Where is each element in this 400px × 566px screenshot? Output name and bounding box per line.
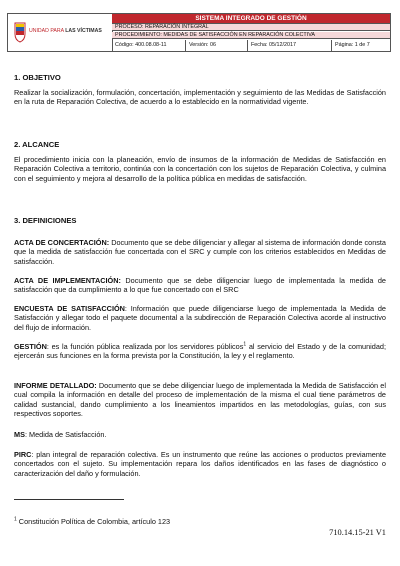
definition-gestion: [14, 342, 386, 361]
footnote-text: Constitución Política de Colombia, artículo 123: [16, 517, 171, 526]
definition-term: ACTA DE IMPLEMENTACIÓN:: [14, 276, 121, 285]
objetivo-text: Realizar la socialización, formulación, concertación, implementación y seguimiento de las Medidas de Satisfacción en la ruta de Reparación Colectiva, de acuerdo a lo establecido en la normatividad vigente.: [14, 88, 386, 107]
definition-acta-concertacion: [14, 238, 386, 266]
definition-text: : Medida de Satisfacción.: [24, 430, 107, 439]
date-cell: Fecha: 05/12/2017: [248, 40, 332, 51]
definition-encuesta: [14, 304, 386, 332]
definition-text: Documento que se debe diligenciar y allegar al sistema de información donde consta que la medida de satisfacción fue concertada con el SRC y cumple con los criterios establecidos en Medidas de satisfacción.: [14, 238, 386, 266]
doc-code-cell: Código: 400.08.08-11: [112, 40, 186, 51]
document-meta: [112, 40, 390, 51]
document-header: [7, 13, 391, 52]
process-label: PROCESO: REPARACIÓN INTEGRAL: [112, 24, 390, 31]
definition-term: ENCUESTA DE SATISFACCIÓN: [14, 304, 125, 313]
definition-term: MS: [14, 430, 25, 439]
definition-text: : plan integral de reparación colectiva. Es un instrumento que reúne las acciones o productos previamente concertados con el sujeto. Su implementación repara los daños identificados en las fases de diagnóstico o caracterización del daño y formulación.: [14, 450, 386, 478]
definition-term: INFORME DETALLADO:: [14, 381, 97, 390]
definition-acta-implementacion: [14, 276, 386, 295]
footnote-separator: [14, 499, 124, 500]
definition-text-cont: al servicio del Estado y de la comunidad; ejercerán sus funciones en la forma prevista por la Constitución, la ley y el reglamento.: [14, 342, 386, 361]
section-title-alcance: 2. ALCANCE: [14, 140, 60, 149]
definition-informe: [14, 381, 386, 418]
logo-cell: [8, 14, 113, 51]
system-title: SISTEMA INTEGRADO DE GESTIÓN: [112, 14, 390, 24]
definition-text: Documento que se debe diligenciar luego de implementada la medida de satisfacción que da cumplimiento a lo que fue concertado con el SRC: [14, 276, 386, 295]
footnote-mark: 1: [14, 516, 17, 523]
section-title-definiciones: 3. DEFINICIONES: [14, 216, 77, 225]
definition-ms: [14, 430, 386, 439]
procedure-label: PROCEDIMIENTO: MEDIDAS DE SATISFACCIÓN EN REPARACIÓN COLECTIVA: [112, 32, 390, 39]
definition-term: GESTIÓN: [14, 342, 47, 351]
section-title-objetivo: 1. OBJETIVO: [14, 73, 61, 82]
page-cell: Página: 1 de 7: [335, 42, 370, 48]
coat-of-arms-icon: [14, 21, 26, 43]
definition-text: : Información que puede diligenciarse luego de implementada la Medida de Satisfacción y allegar todo el paquete documental a la subdirección de Reparación Colectiva acorde al instructivo del flujo de información.: [14, 304, 386, 332]
definition-term: ACTA DE CONCERTACIÓN:: [14, 238, 110, 247]
definition-text: Documento que se debe diligenciar luego de implementada la Medida de Satisfacción el cual compila la información en detalle del proceso de implementación de la misma el cual tiene parámetros de calidad sustancial, dando cumplimiento a los lineamientos impartidos en las metodologías, guías, con sus respectivos soportes.: [14, 381, 386, 418]
document-code: 710.14.15-21 V1: [329, 528, 386, 537]
logo-text: UNIDAD PARA LAS VÍCTIMAS: [29, 28, 102, 34]
definition-term: PIRC: [14, 450, 32, 459]
footnote: [14, 517, 170, 526]
alcance-text: El procedimiento inicia con la planeación, envío de insumos de la información de Medidas de Satisfacción en Reparación Colectiva a territorio, continúa con la concertación con los sujetos de Reparación Colectiva, y culmina con el seguimiento y mejora al desarrollo de la política pública en medidas de satisfacción.: [14, 155, 386, 183]
definition-text: : es la función pública realizada por los servidores públicos: [46, 342, 244, 351]
definition-pirc: [14, 450, 386, 478]
version-cell: Versión: 06: [186, 40, 248, 51]
footnote-ref: 1: [243, 341, 247, 348]
